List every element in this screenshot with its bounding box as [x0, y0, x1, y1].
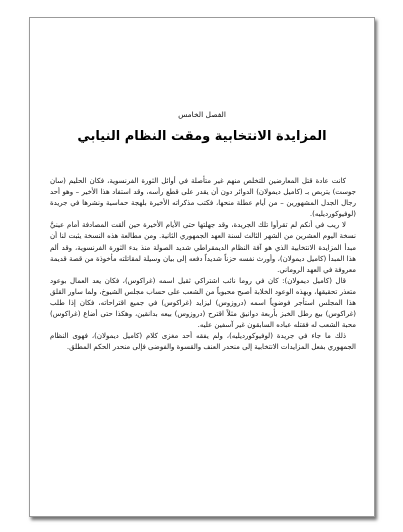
paragraph: لا ريب في أنكم لم تقرأوا تلك الجريدة، وقد جهلتها حتى الأيام الأخيرة حين ألقت المصادفة أمام عينيَّ نسخة اليوم العشرين من الشهر الثالث لسنة العهد الجمهوري الثانية. ومن مطالعة هذه النسخة يثبت لنا أن مبدأ المزايدة الانتخابية الذي هو آفة النظام الديمقراطي شديد الصولة منذ بدء الثورة الفرنسوية، وقد ألم هذا المبدأ (كاميل ديمولان)، وأورث نفسه حزناً شديداً دفعه إلى بيان وسيلة لمقاتلته مأخوذة من قصة قديمة معروفة في العهد الروماني.: [50, 221, 356, 274]
book-page: [29, 17, 375, 517]
paragraph: كانت عادة قتل المعارضين للتخلص منهم غير متأصلة في أوائل الثورة الفرنسوية، فكان الحليم (سان جوست) يتربص بـ (كاميل ديمولان) الدوائر دون أن يقدر على قطع رأسه، وقد استفاد هذا الأخير – وهو أحد رجال الجدل المشهورين – من أيام عطلة منحها، فكتب مذكراته الأخيرة بلهجة حماسية ونشرها في جريدة (لوفيوكورديليه).: [50, 177, 356, 219]
paragraph: ذلك ما جاء في جريدة (لوفيوكورديليه)، ولم يفقه أحد مغزى كلام (كاميل ديمولان)، فهوى النظام الجمهوري بفعل المزايدات الانتخابية إلى منحدر العنف والقسوة والفوضى فإلى منحدر الحكم المطلق.: [50, 332, 356, 352]
chapter-title: المزايدة الانتخابية ومقت النظام النيابي: [77, 129, 327, 144]
paragraph: قال (كاميل ديمولان): كان في روما نائب اشتراكي ثقيل اسمه (غراكوس)، فكان يعد العمال بوعود متعذر تحقيقها، وبهذه الوعود الخلابة أصبح محبوباً من الشعب على حساب مجلس الشيوخ، ولما ساور القلق هذا المجلس استأجر فوضوياً اسمه (دروزوس) ليزايد (غراكوس) في جميع اقتراحاته، فكان إذا طلب (غراكوس) بيع رطل الخبز بأربعة دوانيق مثلاً اقترح (دروزوس) بيعه بدانقين، وهكذا حتى أضاع (غراكوس) محبة الشعب له فقتله عباده السابقون غير آسفين عليه.: [50, 276, 356, 330]
body-text: [50, 176, 356, 354]
chapter-label: الفصل الخامس: [178, 110, 226, 119]
